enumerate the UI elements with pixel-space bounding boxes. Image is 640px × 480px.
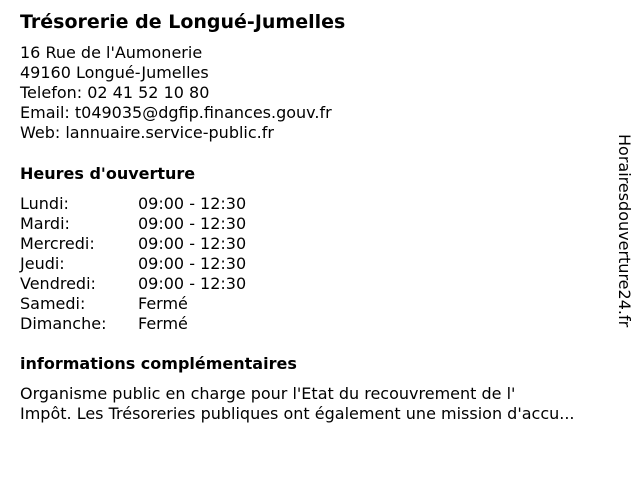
- email-line: Email: t049035@dgfip.finances.gouv.fr: [20, 103, 332, 122]
- site-watermark: Horairesdouverture24.fr: [615, 134, 634, 328]
- day-label: Lundi:: [20, 194, 69, 213]
- info-heading: informations complémentaires: [20, 354, 297, 373]
- day-label: Mardi:: [20, 214, 70, 233]
- info-line: Impôt. Les Trésoreries publiques ont également une mission d'accu...: [20, 404, 575, 423]
- info-line: Organisme public en charge pour l'Etat du recouvrement de l': [20, 384, 516, 403]
- info-text: [20, 384, 575, 424]
- time-value: 09:00 - 12:30: [138, 234, 247, 253]
- page-title: Trésorerie de Longué-Jumelles: [20, 11, 346, 33]
- time-value: 09:00 - 12:30: [138, 194, 247, 213]
- city-line: 49160 Longué-Jumelles: [20, 63, 209, 82]
- time-value: 09:00 - 12:30: [138, 214, 247, 233]
- hours-heading: Heures d'ouverture: [20, 164, 196, 183]
- time-value: 09:00 - 12:30: [138, 254, 247, 273]
- day-label: Samedi:: [20, 294, 86, 313]
- day-label: Vendredi:: [20, 274, 96, 293]
- street-line: 16 Rue de l'Aumonerie: [20, 43, 203, 62]
- time-value: 09:00 - 12:30: [138, 274, 247, 293]
- address-block: [20, 43, 332, 143]
- day-label: Jeudi:: [20, 254, 65, 273]
- web-line: Web: lannuaire.service-public.fr: [20, 123, 274, 142]
- time-value: Fermé: [138, 314, 188, 333]
- phone-line: Telefon: 02 41 52 10 80: [20, 83, 210, 102]
- day-label: Dimanche:: [20, 314, 107, 333]
- day-label: Mercredi:: [20, 234, 95, 253]
- time-value: Fermé: [138, 294, 188, 313]
